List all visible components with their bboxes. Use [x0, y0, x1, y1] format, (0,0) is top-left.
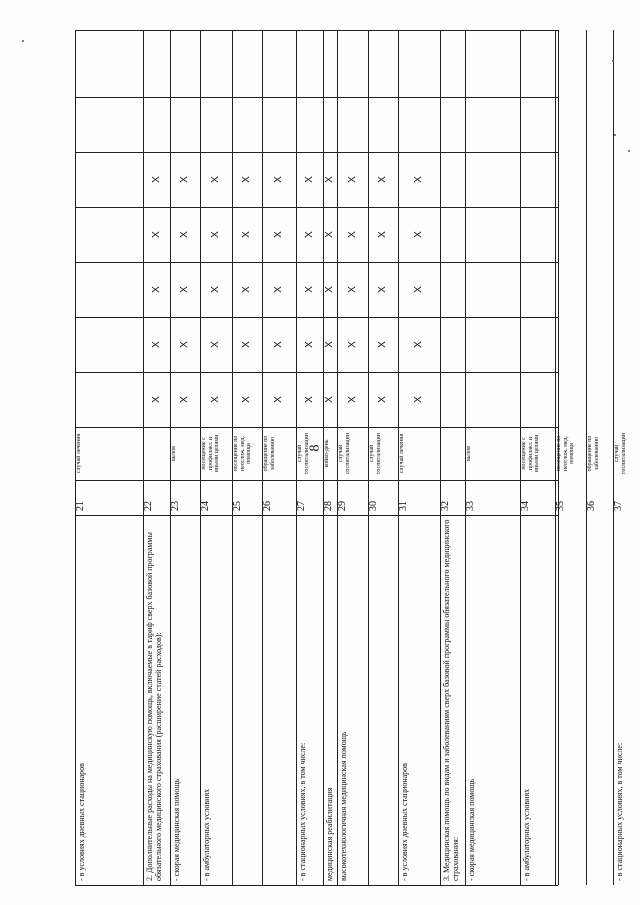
row-label: - скорая медицинская помощь [172, 778, 181, 881]
x-mark: X [303, 175, 315, 183]
x-mark: X [178, 230, 190, 238]
row-number: 27 [296, 501, 307, 511]
row-unit: случай лечения [76, 433, 82, 474]
row-number: 34 [520, 501, 531, 511]
x-mark: X [412, 340, 424, 348]
column-divider [75, 152, 558, 153]
x-mark: X [209, 340, 221, 348]
row-number: 32 [440, 501, 451, 511]
column-divider [75, 427, 558, 428]
row-number: 30 [368, 501, 379, 511]
row-unit: случай госпитализации [297, 433, 310, 474]
x-mark: X [209, 395, 221, 403]
x-mark: X [323, 395, 335, 403]
row-unit: посещение по неотлож. мед. помощи [233, 435, 252, 472]
row-unit: вызов [171, 445, 177, 462]
x-mark: X [150, 285, 162, 293]
row-number: 31 [398, 501, 409, 511]
x-mark: X [376, 230, 388, 238]
x-mark: X [178, 395, 190, 403]
row-unit: случай госпитализации [614, 433, 627, 474]
x-mark: X [346, 340, 358, 348]
x-mark: X [303, 285, 315, 293]
column-divider [75, 97, 558, 98]
x-mark: X [272, 230, 284, 238]
x-mark: X [412, 230, 424, 238]
row-label: - скорая медицинская помощь [467, 778, 476, 881]
x-mark: X [412, 285, 424, 293]
scan-speck [22, 40, 24, 42]
row-unit: посещение по неотлож. мед. помощи [556, 435, 575, 472]
row-unit: посещение с профилакт. и иными целями [201, 434, 220, 473]
x-mark: X [240, 285, 252, 293]
row-label: - в стационарных условиях, в том числе: [298, 742, 307, 881]
row-unit: случай госпитализации [338, 433, 351, 474]
row-label: - в стационарных условиях, в том числе: [615, 742, 624, 881]
x-mark: X [178, 175, 190, 183]
x-mark: X [323, 175, 335, 183]
table-edge [75, 30, 558, 31]
row-label: - в условиях дневных стационаров [400, 763, 409, 881]
x-mark: X [412, 175, 424, 183]
x-mark: X [150, 395, 162, 403]
x-mark: X [240, 395, 252, 403]
x-mark: X [209, 285, 221, 293]
x-mark: X [150, 340, 162, 348]
scan-speck [614, 134, 616, 136]
x-mark: X [323, 285, 335, 293]
x-mark: X [376, 395, 388, 403]
x-mark: X [178, 340, 190, 348]
row-number: 24 [200, 501, 211, 511]
x-mark: X [303, 340, 315, 348]
x-mark: X [272, 340, 284, 348]
row-number: 22 [143, 501, 154, 511]
row-number: 33 [465, 501, 476, 511]
row-unit: случай лечения [399, 433, 405, 474]
x-mark: X [303, 395, 315, 403]
row-number: 28 [323, 501, 334, 511]
x-mark: X [240, 230, 252, 238]
row-label: - в условиях дневных стационаров [77, 763, 86, 881]
row-number: 21 [75, 501, 86, 511]
scan-speck [628, 150, 630, 152]
x-mark: X [150, 175, 162, 183]
row-unit: койко-день [324, 439, 330, 468]
row-number: 37 [613, 501, 624, 511]
x-mark: X [346, 230, 358, 238]
x-mark: X [346, 175, 358, 183]
x-mark: X [272, 285, 284, 293]
column-divider [75, 207, 558, 208]
row-number: 35 [555, 501, 566, 511]
x-mark: X [346, 285, 358, 293]
x-mark: X [323, 230, 335, 238]
x-mark: X [209, 175, 221, 183]
x-mark: X [303, 230, 315, 238]
row-label: 3. Медицинская помощь по видам и заболеваниям сверх базовой программы обязательного медицинского страхования: [442, 519, 460, 881]
page-number: 8 [307, 444, 323, 452]
table-edge [75, 885, 558, 886]
row-label: - в амбулаторных условиях [202, 788, 211, 881]
row-label: медицинская реабилитация [325, 787, 334, 881]
x-mark: X [240, 340, 252, 348]
column-divider [75, 372, 558, 373]
row-number: 23 [170, 501, 181, 511]
x-mark: X [240, 175, 252, 183]
row-unit: посещение с профилакт. и иными целями [521, 434, 540, 473]
column-divider [75, 480, 558, 481]
column-divider [75, 515, 558, 516]
x-mark: X [272, 395, 284, 403]
x-mark: X [376, 175, 388, 183]
x-mark: X [376, 285, 388, 293]
row-label: - в амбулаторных условиях [522, 788, 531, 881]
row-unit: обращение по заболеванию [587, 435, 600, 472]
row-label: 2. Дополнительные расходы на медицинскую помощь, включаемые в тариф сверх базовой программы обязательного медицинского страхования (расширение статей расходов): [145, 532, 163, 881]
x-mark: X [346, 395, 358, 403]
row-unit: вызов [466, 445, 472, 462]
row-number: 29 [337, 501, 348, 511]
row-number: 26 [262, 501, 273, 511]
row-number: 25 [232, 501, 243, 511]
column-divider [75, 317, 558, 318]
row-unit: обращение по заболеванию [263, 435, 276, 472]
x-mark: X [412, 395, 424, 403]
row-divider [440, 30, 441, 885]
scan-speck [612, 60, 614, 62]
column-divider [75, 262, 558, 263]
x-mark: X [150, 230, 162, 238]
x-mark: X [209, 230, 221, 238]
row-label: высокотехнологичная медицинская помощь [339, 731, 348, 881]
x-mark: X [272, 175, 284, 183]
x-mark: X [376, 340, 388, 348]
row-number: 36 [586, 501, 597, 511]
x-mark: X [178, 285, 190, 293]
x-mark: X [323, 340, 335, 348]
row-divider [143, 30, 144, 885]
row-unit: случай госпитализации [369, 433, 382, 474]
